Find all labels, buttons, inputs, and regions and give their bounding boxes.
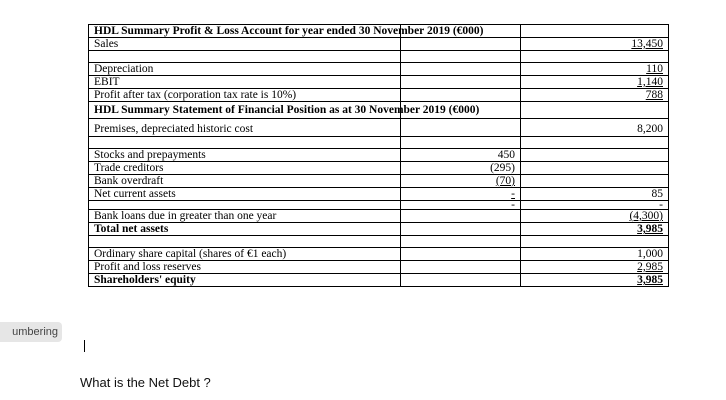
cell-value: 1,140 <box>521 76 669 89</box>
table-row <box>89 188 669 201</box>
table-row <box>89 201 669 210</box>
sfp-title: HDL Summary Statement of Financial Position as at 30 November 2019 (€000) <box>89 102 401 119</box>
cell-value: 110 <box>521 63 669 76</box>
table-row <box>89 76 669 89</box>
cell-value: (295) <box>401 162 521 175</box>
cell-value: (70) <box>401 175 521 188</box>
cell-label: Bank loans due in greater than one year <box>89 210 401 223</box>
cell-label: Premises, depreciated historic cost <box>89 119 401 137</box>
table-row <box>89 248 669 261</box>
question-text: What is the Net Debt ? <box>80 375 211 390</box>
cell-label: EBIT <box>89 76 401 89</box>
cell-label: Profit after tax (corporation tax rate is 10%) <box>89 89 401 102</box>
table-row <box>89 25 669 38</box>
cell-label: Total net assets <box>89 223 401 236</box>
table-row <box>89 274 669 287</box>
cell-label: Sales <box>89 38 401 51</box>
cell-label: Ordinary share capital (shares of €1 each) <box>89 248 401 261</box>
cell-value: - <box>401 188 521 201</box>
cell-label: Depreciation <box>89 63 401 76</box>
table-row <box>89 162 669 175</box>
cell-value: 1,000 <box>521 248 669 261</box>
cell-label: Trade creditors <box>89 162 401 175</box>
table-row <box>89 175 669 188</box>
table-row <box>89 38 669 51</box>
cell-value: 13,450 <box>521 38 669 51</box>
cell-value: 85 <box>521 188 669 201</box>
table-row <box>89 261 669 274</box>
cell-value: (4,300) <box>521 210 669 223</box>
cell-label: Bank overdraft <box>89 175 401 188</box>
financial-table <box>88 24 669 287</box>
numbering-side-tab[interactable]: umbering <box>0 322 62 342</box>
cell-label: Stocks and prepayments <box>89 149 401 162</box>
table-row <box>89 223 669 236</box>
table-row <box>89 210 669 223</box>
cell-value: 788 <box>521 89 669 102</box>
cell-value: - <box>401 201 521 210</box>
table-row <box>89 63 669 76</box>
table-row <box>89 89 669 102</box>
table-row <box>89 137 669 149</box>
pl-title: HDL Summary Profit & Loss Account for year ended 30 November 2019 (€000) <box>89 25 401 38</box>
table-row <box>89 51 669 63</box>
cell-label: Net current assets <box>89 188 401 201</box>
cell-value: 8,200 <box>521 119 669 137</box>
cell-value: - <box>521 201 669 210</box>
cell-label: Shareholders' equity <box>89 274 401 287</box>
text-cursor <box>84 340 85 352</box>
table-row <box>89 119 669 137</box>
table-row <box>89 102 669 119</box>
table-row <box>89 236 669 248</box>
cell-value: 450 <box>401 149 521 162</box>
cell-label: Profit and loss reserves <box>89 261 401 274</box>
cell-value: 2,985 <box>521 261 669 274</box>
table-row <box>89 149 669 162</box>
cell-value: 3,985 <box>521 223 669 236</box>
cell-value: 3,985 <box>521 274 669 287</box>
